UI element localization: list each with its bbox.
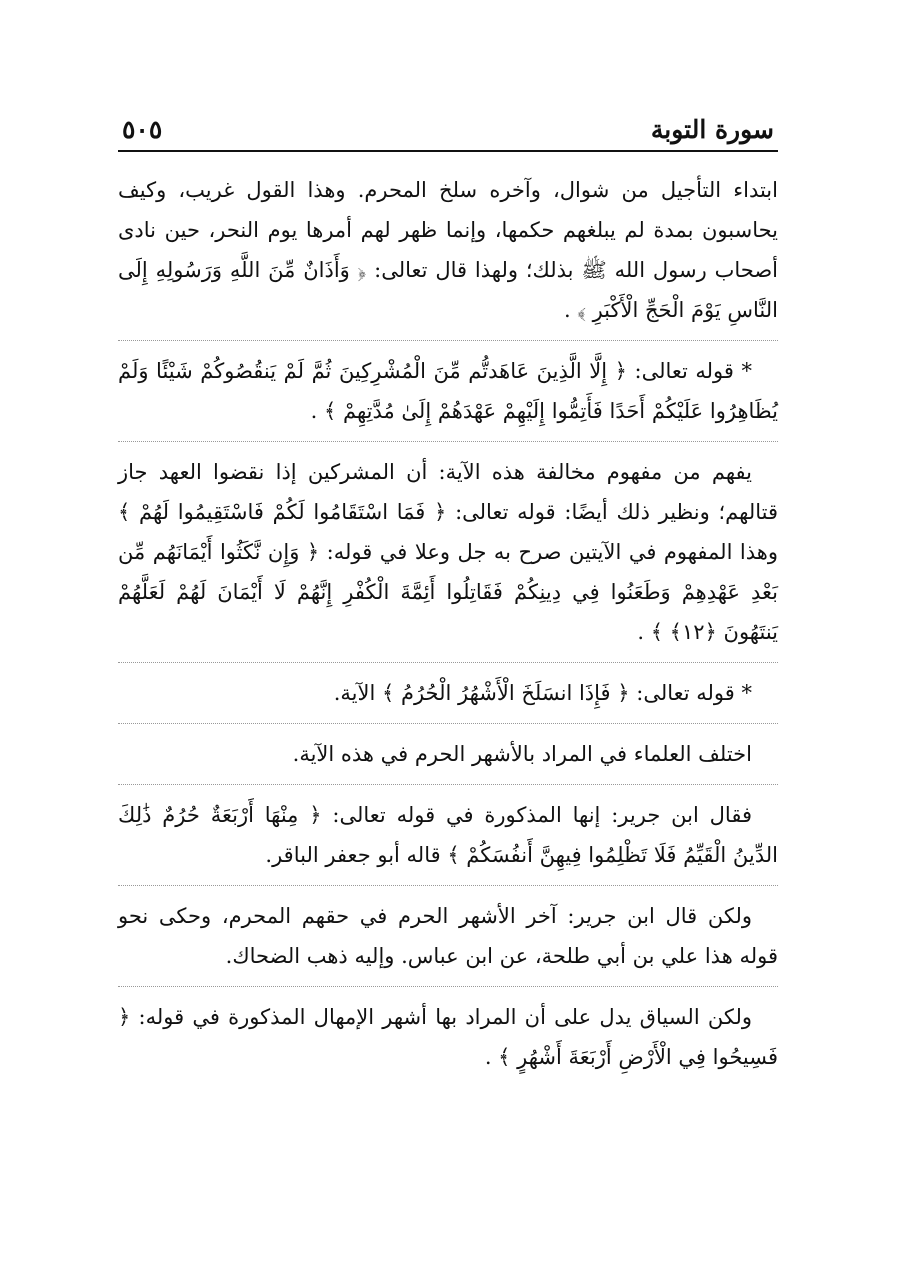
surah-title: سورة التوبة [650,115,774,144]
running-header [118,100,778,152]
paragraph-1: ابتداء التأجيل من شوال، وآخره سلخ المحرم. وهذا القول غريب، وكيف يحاسبون بمدة لم يبلغهم حكمها، وإنما ظهر لهم أمرها يوم النحر، حين نادى أصحاب رسول الله ﷺ بذلك؛ ولهذا قال تعالى: ﴿ وَأَذَانٌ مِّنَ اللَّهِ وَرَسُولِهِ إِلَى النَّاسِ يَوْمَ الْحَجِّ الْأَكْبَرِ ﴾ . [118,178,778,322]
paragraph-4: * قوله تعالى: ﴿ فَإِذَا انسَلَخَ الْأَشْهُرُ الْحُرُمُ ﴾ الآية. [333,681,752,705]
section-divider [118,784,778,785]
book-page [118,100,778,1077]
paragraph-3: يفهم من مفهوم مخالفة هذه الآية: أن المشركين إذا نقضوا العهد جاز قتالهم؛ ونظير ذلك أيضًا: قوله تعالى: ﴿ فَمَا اسْتَقَامُوا لَكُمْ فَاسْتَقِيمُوا لَهُمْ ﴾ وهذا المفهوم في الآيتين صرح به جل وعلا في قوله: ﴿ وَإِن نَّكَثُوا أَيْمَانَهُم مِّن بَعْدِ عَهْدِهِمْ وَطَعَنُوا فِي دِينِكُمْ فَقَاتِلُوا أَئِمَّةَ الْكُفْرِ إِنَّهُمْ لَا أَيْمَانَ لَهُمْ لَعَلَّهُمْ يَنتَهُونَ ﴿١٢﴾ ﴾ . [118,460,778,644]
section-divider [118,986,778,987]
paragraph-6: فقال ابن جرير: إنها المذكورة في قوله تعالى: ﴿ مِنْهَا أَرْبَعَةٌ حُرُمٌ ذَٰلِكَ الدِّينُ الْقَيِّمُ فَلَا تَظْلِمُوا فِيهِنَّ أَنفُسَكُمْ ﴾ قاله أبو جعفر الباقر. [118,803,778,867]
page-content [118,152,778,1077]
section-divider [118,885,778,886]
page-number: ٥٠٥ [122,115,163,144]
section-divider [118,662,778,663]
paragraph-5: اختلف العلماء في المراد بالأشهر الحرم في هذه الآية. [292,742,752,766]
paragraph-8: ولكن السياق يدل على أن المراد بها أشهر الإمهال المذكورة في قوله: ﴿ فَسِيحُوا فِي الْأَرْضِ أَرْبَعَةَ أَشْهُرٍ ﴾ . [118,1005,778,1069]
section-divider [118,723,778,724]
paragraph-7: ولكن قال ابن جرير: آخر الأشهر الحرم في حقهم المحرم، وحكى نحو قوله هذا علي بن أبي طلحة، عن ابن عباس. وإليه ذهب الضحاك. [118,904,778,968]
section-divider [118,340,778,341]
section-divider [118,441,778,442]
paragraph-2: * قوله تعالى: ﴿ إِلَّا الَّذِينَ عَاهَدتُّم مِّنَ الْمُشْرِكِينَ ثُمَّ لَمْ يَنقُصُوكُمْ شَيْئًا وَلَمْ يُظَاهِرُوا عَلَيْكُمْ أَحَدًا فَأَتِمُّوا إِلَيْهِمْ عَهْدَهُمْ إِلَىٰ مُدَّتِهِمْ ﴾ . [118,359,778,423]
